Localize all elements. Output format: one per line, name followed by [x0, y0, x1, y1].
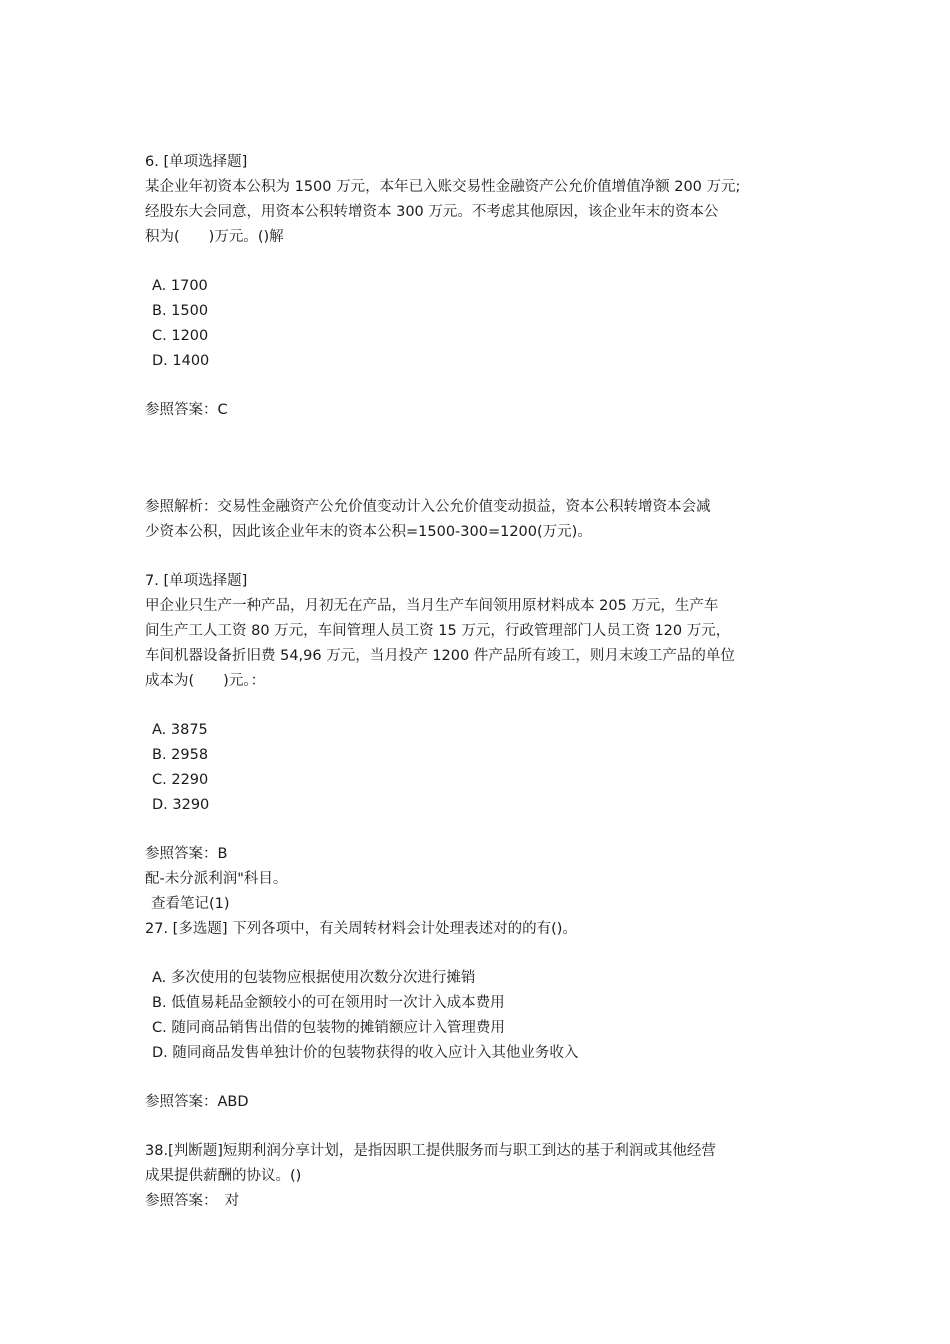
question-text-line: 38.[判断题]短期利润分享计划，是指因职工提供服务而与职工到达的基于利润或其他经营	[145, 1143, 716, 1159]
answer: 参照答案：B	[145, 846, 228, 862]
question-27	[145, 917, 825, 1115]
question-7	[145, 569, 825, 917]
question-6	[145, 150, 825, 545]
question-text-line: 成本为( )元。：	[145, 673, 266, 689]
answer: 参照答案：C	[145, 402, 228, 418]
option-d: D. 随同商品发售单独计价的包装物获得的收入应计入其他业务收入	[152, 1045, 579, 1061]
option-b: B. 低值易耗品金额较小的可在领用时一次计入成本费用	[152, 995, 505, 1011]
document-page	[145, 150, 825, 1214]
question-text-line: 成果提供薪酬的协议。()	[145, 1168, 302, 1184]
answer: 参照答案： 对	[145, 1193, 240, 1209]
question-title: 6. [单项选择题]	[145, 154, 248, 170]
option-a: A. 多次使用的包装物应根据使用次数分次进行摊销	[152, 970, 476, 986]
option-c: C. 随同商品销售出借的包装物的摊销额应计入管理费用	[152, 1020, 505, 1036]
question-title: 7. [单项选择题]	[145, 573, 248, 589]
option-c: C. 2290	[152, 772, 209, 788]
view-notes-link[interactable]: 查看笔记(1)	[151, 896, 230, 912]
analysis-line: 少资本公积，因此该企业年末的资本公积=1500-300=1200(万元)。	[145, 524, 592, 540]
question-38	[145, 1139, 825, 1214]
option-b: B. 2958	[152, 747, 209, 763]
option-c: C. 1200	[152, 328, 209, 344]
question-text-line: 积为( )万元。()解	[145, 229, 284, 245]
question-text-line: 经股东大会同意，用资本公积转增资本 300 万元。不考虑其他原因，该企业年末的资本公	[145, 204, 719, 220]
question-text-line: 间生产工人工资 80 万元，车间管理人员工资 15 万元，行政管理部门人员工资 120 万元，	[145, 623, 731, 639]
question-text-line: 甲企业只生产一种产品，月初无在产品，当月生产车间领用原材料成本 205 万元，生产车	[145, 598, 719, 614]
answer: 参照答案：ABD	[145, 1094, 249, 1110]
option-d: D. 1400	[152, 353, 210, 369]
question-text-line: 车间机器设备折旧费 54,96 万元，当月投产 1200 件产品所有竣工，则月末竣工产品的单位	[145, 648, 735, 664]
extra-text: 配-未分派利润"科目。	[145, 871, 288, 887]
option-a: A. 1700	[152, 278, 208, 294]
option-b: B. 1500	[152, 303, 209, 319]
question-title: 27. [多选题] 下列各项中，有关周转材料会计处理表述对的的有()。	[145, 921, 577, 937]
option-a: A. 3875	[152, 722, 208, 738]
analysis-line: 参照解析：交易性金融资产公允价值变动计入公允价值变动损益，资本公积转增资本会减	[145, 499, 711, 515]
option-d: D. 3290	[152, 797, 210, 813]
question-text-line: 某企业年初资本公积为 1500 万元，本年已入账交易性金融资产公允价值增值净额 200 万元;	[145, 179, 741, 195]
